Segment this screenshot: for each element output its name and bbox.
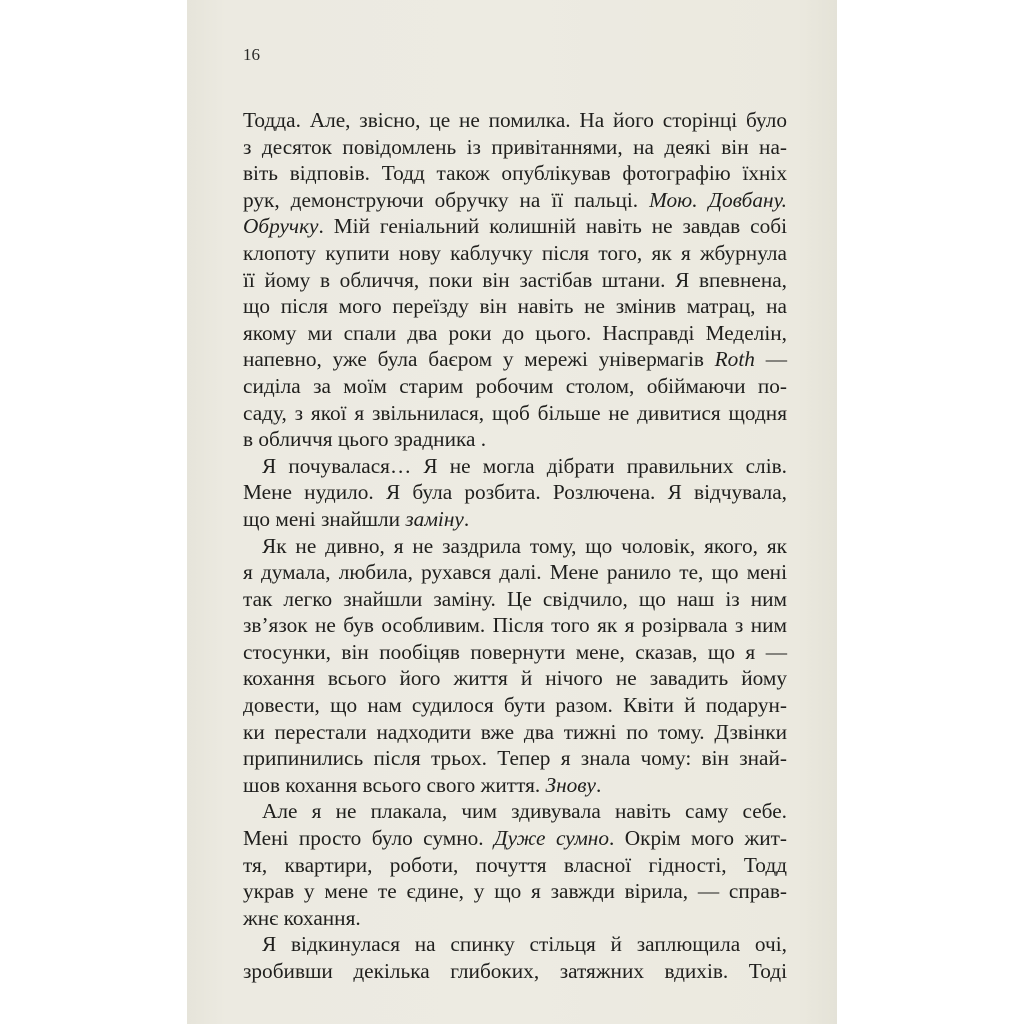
text-line (243, 798, 787, 825)
text-line (243, 160, 787, 187)
text-segment: так легко знайшли заміну. Це свідчило, що наш із ним (243, 586, 787, 611)
text-line (243, 134, 787, 161)
italic-text: Roth (714, 347, 755, 372)
text-segment: рук, демонструючи обручку на її пальці. (243, 187, 650, 212)
text-line (243, 665, 787, 692)
text-line (243, 825, 787, 852)
text-line (243, 533, 787, 560)
italic-text: Знову (545, 772, 597, 797)
text-segment: Я відкинулася на спинку стільця й заплющила очі, (262, 932, 787, 957)
text-segment: . (463, 506, 470, 531)
text-segment: що після мого переїзду він навіть не змінив матрац, на (243, 294, 787, 319)
text-segment: шов кохання всього свого життя. (243, 772, 546, 797)
text-line (243, 745, 787, 772)
body-text (243, 107, 787, 985)
text-segment: . Мій геніальний колишній навіть не завдав собі (318, 214, 787, 239)
text-segment: Мене нудило. Я була розбита. Розлючена. Я відчувала, (243, 480, 787, 505)
text-segment: Тодда. Але, звісно, це не помилка. На його сторінці було (243, 108, 787, 132)
text-line (243, 453, 787, 480)
text-line (243, 267, 787, 294)
text-segment: кохання всього його життя й нічого не завадить йому (243, 666, 787, 691)
text-line (243, 931, 787, 958)
page-number: 16 (243, 45, 260, 64)
text-segment: що мені знайшли (243, 506, 406, 531)
text-line (243, 320, 787, 347)
text-segment: тя, квартири, роботи, почуття власної гідності, Тодд (243, 852, 787, 877)
book-page (187, 0, 837, 1024)
text-line (243, 719, 787, 746)
text-segment: віть відповів. Тодд також опублікував фотографію їхніх (243, 161, 787, 186)
text-line (243, 852, 787, 879)
text-line (243, 373, 787, 400)
text-line (243, 559, 787, 586)
text-segment: довести, що нам судилося бути разом. Квіти й подарун- (243, 693, 787, 718)
text-line (243, 612, 787, 639)
text-segment: Як не дивно, я не заздрила тому, що чоловік, якого, як (262, 533, 787, 558)
text-segment: . (596, 772, 602, 797)
italic-text: заміну (405, 506, 464, 531)
text-line (243, 958, 787, 985)
text-segment: — (754, 347, 787, 372)
text-segment: украв у мене те єдине, у що я завжди вірила, — справ- (243, 879, 787, 904)
text-line (243, 639, 787, 666)
text-line (243, 213, 787, 240)
text-line (243, 426, 787, 453)
text-segment: Мені просто було сумно. (243, 826, 495, 851)
text-line (243, 107, 787, 134)
text-line (243, 772, 787, 799)
text-line (243, 506, 787, 533)
text-segment: . Окрім мого жит- (609, 826, 787, 851)
italic-text: Мою. Довбану. (649, 187, 787, 212)
text-line (243, 187, 787, 214)
text-segment: в обличчя цього зрадника . (243, 427, 487, 452)
text-line (243, 586, 787, 613)
text-segment: з десяток повідомлень із привітаннями, на деякі він на- (243, 134, 787, 159)
text-line (243, 878, 787, 905)
text-segment: сиділа за моїм старим робочим столом, обіймаючи по- (243, 373, 787, 398)
text-segment: якому ми спали два роки до цього. Насправді Меделін, (243, 320, 787, 345)
text-line (243, 346, 787, 373)
text-segment: стосунки, він пообіцяв повернути мене, сказав, що я — (243, 639, 787, 664)
text-segment: Але я не плакала, чим здивувала навіть саму себе. (262, 799, 787, 824)
text-segment: її йому в обличчя, поки він застібав штани. Я впевнена, (243, 267, 787, 292)
italic-text: Дуже сумно (494, 826, 610, 851)
text-line (243, 905, 787, 932)
text-line (243, 293, 787, 320)
text-segment: ки перестали надходити вже два тижні по тому. Дзвінки (243, 719, 787, 744)
text-segment: я думала, любила, рухався далі. Мене ранило те, що мені (243, 560, 787, 585)
text-line (243, 692, 787, 719)
text-segment: зв’язок не був особливим. Після того як я розірвала з ним (243, 613, 787, 638)
italic-text: Обручку (243, 214, 319, 239)
text-segment: напевно, уже була баєром у мережі універмагів (243, 347, 715, 372)
text-segment: зробивши декілька глибоких, затяжних вдихів. Тоді (243, 959, 787, 983)
text-segment: клопоту купити нову каблучку після того, як я жбурнула (243, 240, 787, 265)
text-segment: саду, з якої я звільнилася, щоб більше не дивитися щодня (243, 400, 787, 425)
text-line (243, 240, 787, 267)
text-segment: Я почувалася… Я не могла дібрати правильних слів. (262, 453, 787, 478)
text-line (243, 400, 787, 427)
text-segment: припинились після трьох. Тепер я знала чому: він знай- (243, 746, 787, 771)
text-line (243, 479, 787, 506)
text-segment: жнє кохання. (243, 905, 361, 930)
